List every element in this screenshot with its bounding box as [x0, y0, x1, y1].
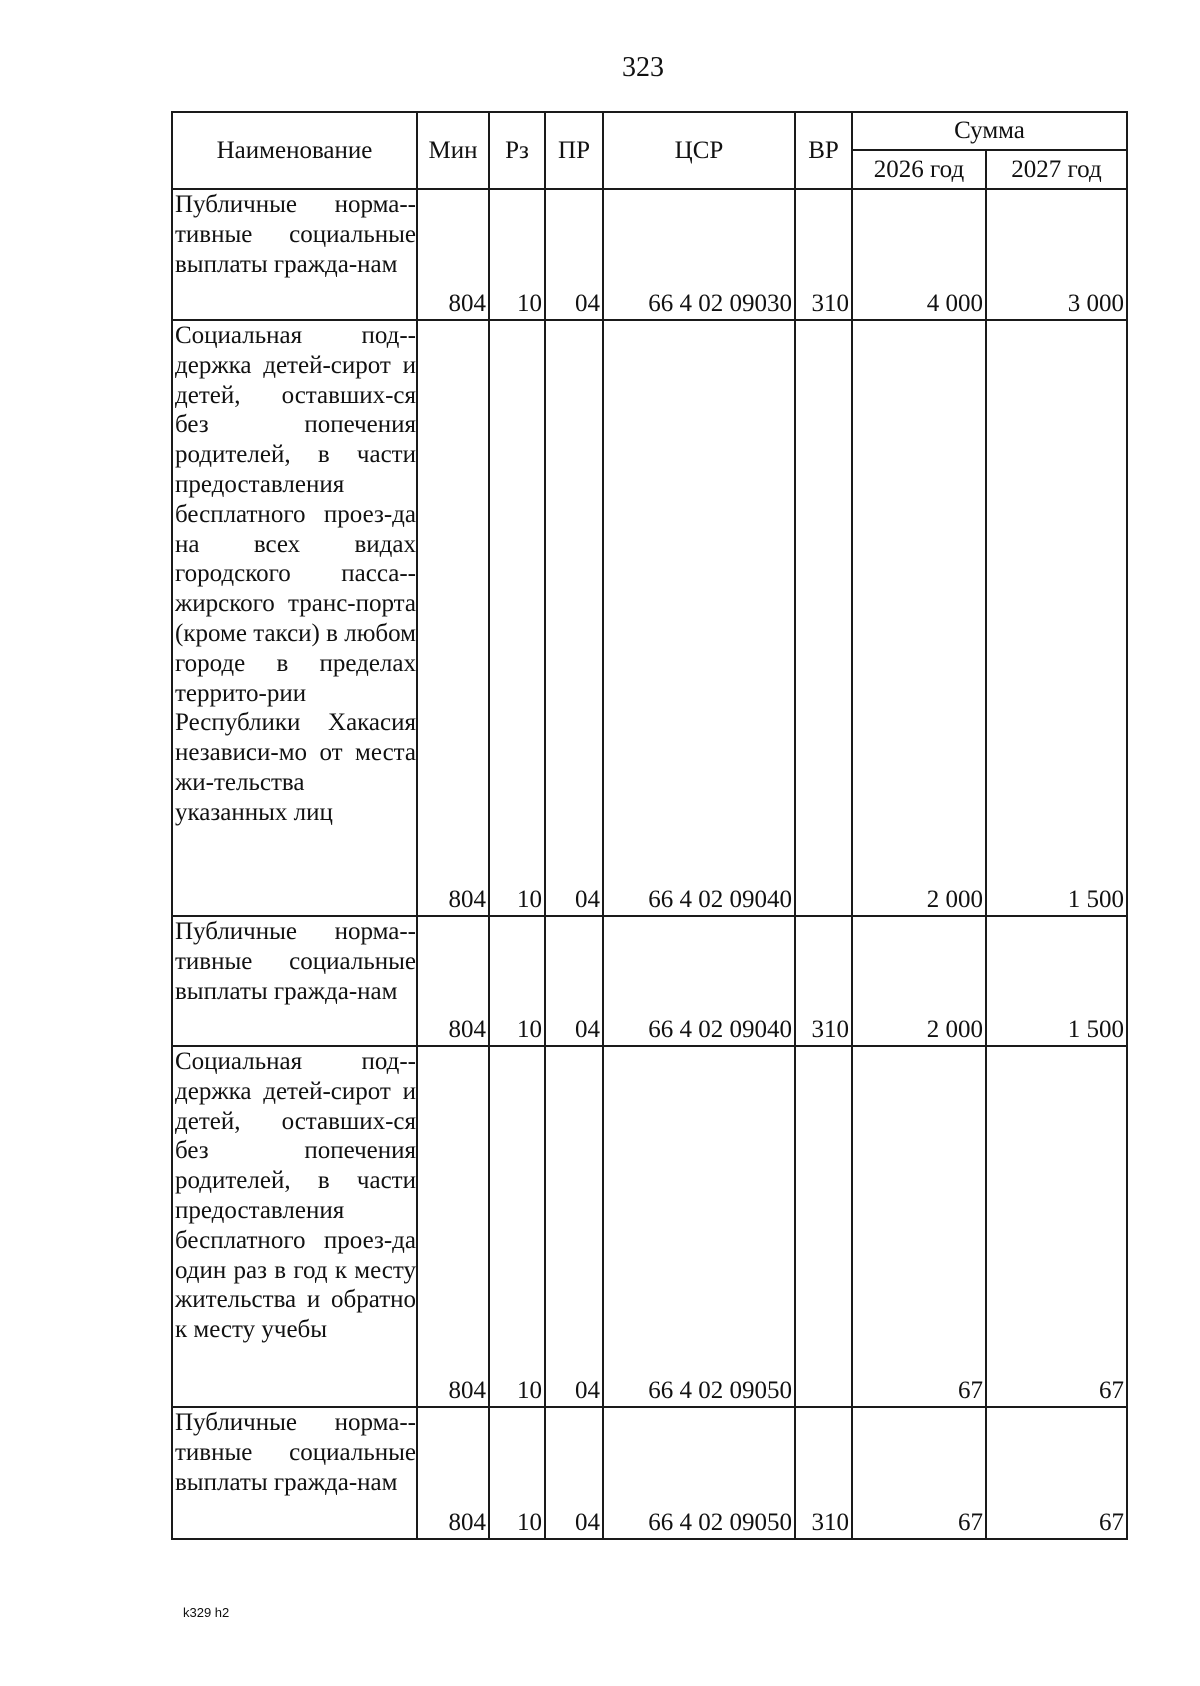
- header-year-2027: 2027 год: [986, 150, 1127, 189]
- row-min: 804: [417, 916, 489, 1046]
- row-csr: 66 4 02 09040: [603, 320, 795, 916]
- header-rz: Рз: [489, 112, 545, 189]
- table-row: [172, 1046, 1127, 1407]
- table-header-row: [172, 112, 1127, 150]
- header-year-2026: 2026 год: [852, 150, 986, 189]
- row-min: 804: [417, 1407, 489, 1539]
- row-min: 804: [417, 189, 489, 320]
- row-sum-2026: 67: [852, 1407, 986, 1539]
- row-name: Социальная под-держка детей-сирот и детей, оставших-ся без попечения родителей, в части предоставления бесплатного проез-да на всех видах городского пасса-жирского транс-порта (кроме такси) в любом городе в пределах террито-рии Республики Хакасия независи-мо от места жи-тельства указанных лиц: [172, 320, 417, 916]
- row-pr: 04: [545, 1407, 603, 1539]
- header-vr: ВР: [795, 112, 852, 189]
- row-name: Социальная под-держка детей-сирот и детей, оставших-ся без попечения родителей, в части предоставления бесплатного проез-да один раз в год к месту жительства и обратно к месту учебы: [172, 1046, 417, 1407]
- header-min: Мин: [417, 112, 489, 189]
- row-name: Публичные норма-тивные социальные выплаты гражда-нам: [172, 916, 417, 1046]
- row-pr: 04: [545, 320, 603, 916]
- row-sum-2027: 1 500: [986, 320, 1127, 916]
- row-csr: 66 4 02 09050: [603, 1046, 795, 1407]
- row-name: Публичные норма-тивные социальные выплаты гражда-нам: [172, 1407, 417, 1539]
- row-vr: [795, 320, 852, 916]
- table-row: [172, 916, 1127, 1046]
- row-sum-2026: 2 000: [852, 916, 986, 1046]
- row-sum-2026: 67: [852, 1046, 986, 1407]
- row-pr: 04: [545, 916, 603, 1046]
- row-pr: 04: [545, 1046, 603, 1407]
- row-min: 804: [417, 1046, 489, 1407]
- row-sum-2027: 67: [986, 1046, 1127, 1407]
- row-sum-2027: 3 000: [986, 189, 1127, 320]
- row-rz: 10: [489, 1407, 545, 1539]
- header-name: Наименование: [172, 112, 417, 189]
- row-rz: 10: [489, 320, 545, 916]
- row-min: 804: [417, 320, 489, 916]
- row-rz: 10: [489, 189, 545, 320]
- row-rz: 10: [489, 1046, 545, 1407]
- header-pr: ПР: [545, 112, 603, 189]
- row-csr: 66 4 02 09050: [603, 1407, 795, 1539]
- row-vr: 310: [795, 916, 852, 1046]
- page-number: 323: [622, 52, 664, 83]
- row-rz: 10: [489, 916, 545, 1046]
- row-sum-2026: 2 000: [852, 320, 986, 916]
- row-sum-2027: 67: [986, 1407, 1127, 1539]
- table-row: [172, 1407, 1127, 1539]
- footer-code: k329 h2: [183, 1605, 230, 1620]
- header-csr: ЦСР: [603, 112, 795, 189]
- header-sum: Сумма: [852, 112, 1127, 150]
- row-sum-2026: 4 000: [852, 189, 986, 320]
- row-csr: 66 4 02 09030: [603, 189, 795, 320]
- table-row: [172, 189, 1127, 320]
- row-csr: 66 4 02 09040: [603, 916, 795, 1046]
- row-name: Публичные норма-тивные социальные выплаты гражда-нам: [172, 189, 417, 320]
- row-pr: 04: [545, 189, 603, 320]
- row-sum-2027: 1 500: [986, 916, 1127, 1046]
- row-vr: [795, 1046, 852, 1407]
- table-row: [172, 320, 1127, 916]
- row-vr: 310: [795, 1407, 852, 1539]
- row-vr: 310: [795, 189, 852, 320]
- budget-table: [171, 111, 1128, 1540]
